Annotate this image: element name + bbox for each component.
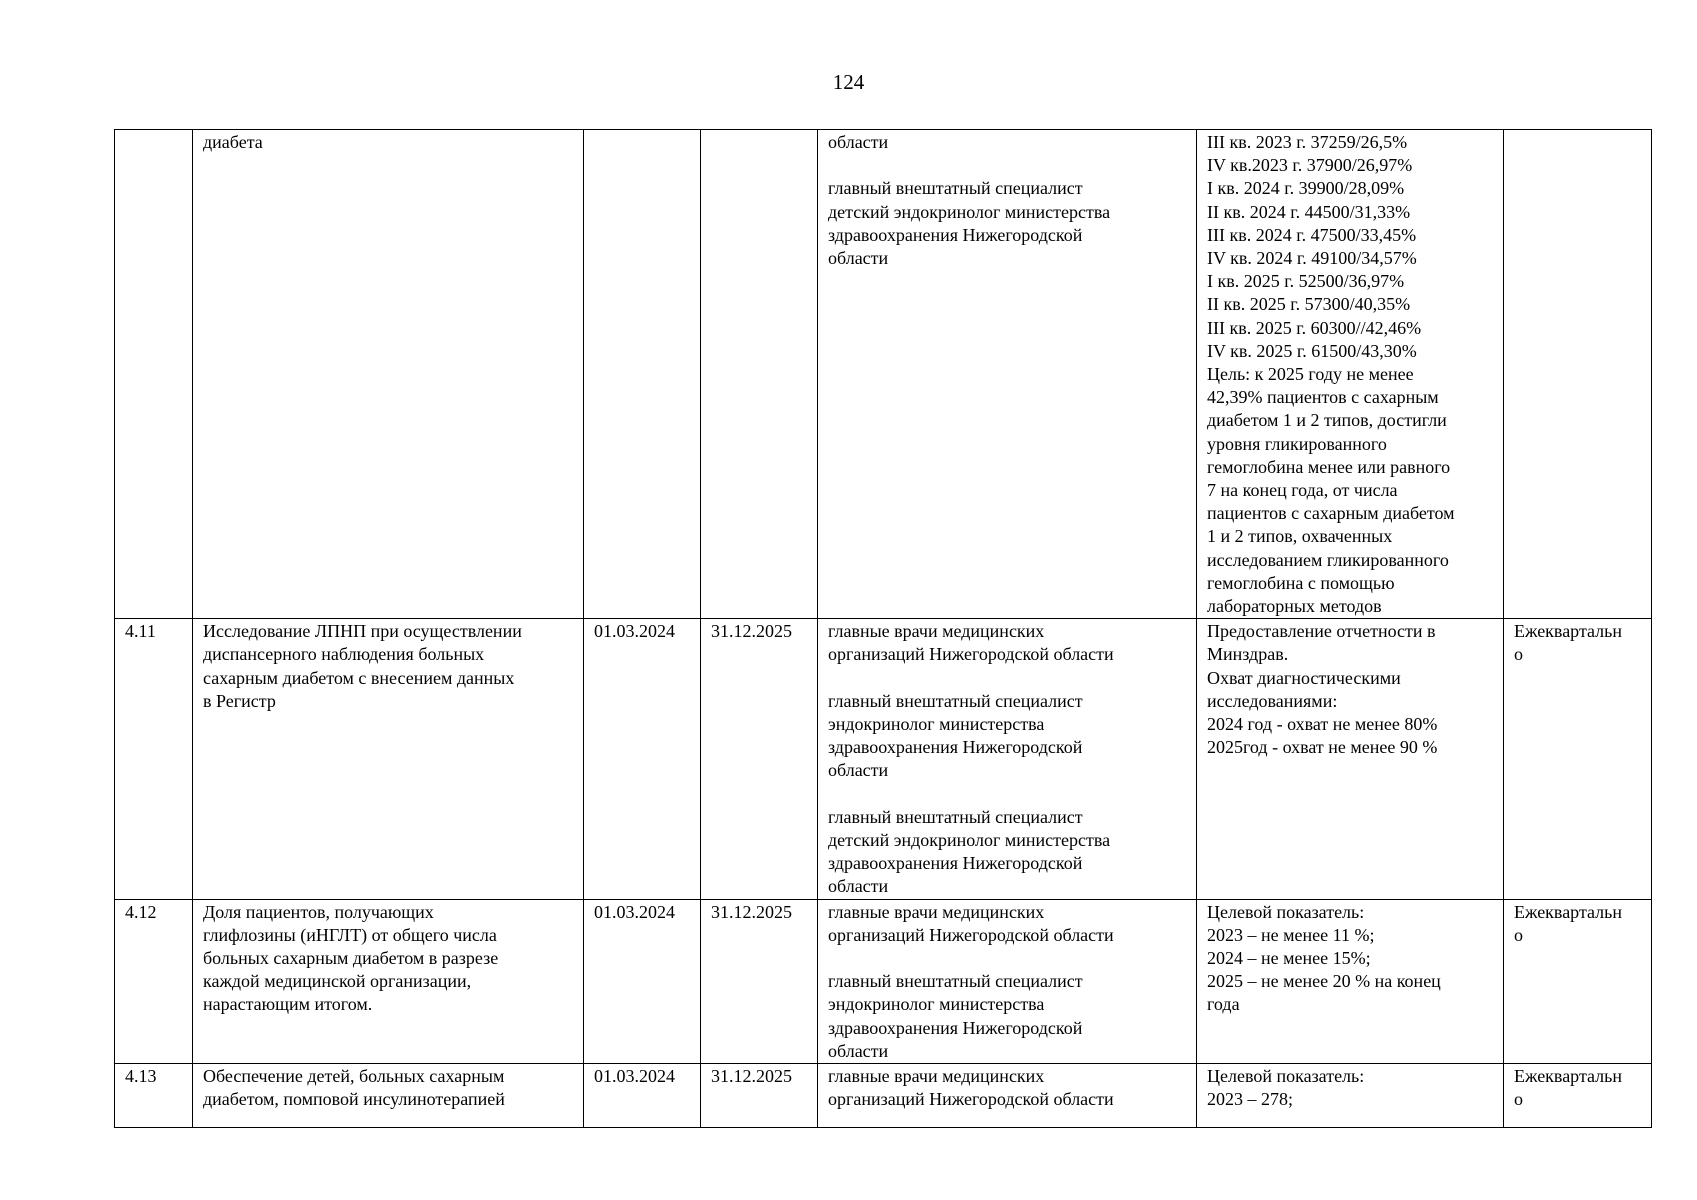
end-date-cell: 31.12.2025 — [701, 1064, 818, 1128]
text-line: диабета — [203, 132, 263, 152]
row-number-cell: 4.11 — [115, 619, 193, 899]
activity-cell — [193, 619, 584, 899]
text-line: здравоохранения Нижегородской — [828, 737, 1083, 758]
text-line: 1 и 2 типов, охваченных — [1207, 526, 1393, 547]
responsible-cell — [818, 1064, 1197, 1128]
row-number-cell: 4.13 — [115, 1064, 193, 1128]
text-line — [828, 947, 1188, 970]
text-line: гемоглобина с помощью — [1207, 572, 1395, 593]
text-line: диабетом 1 и 2 типов, достигли — [1207, 410, 1447, 431]
text-line: III кв. 2024 г. 47500/33,45% — [1207, 224, 1417, 245]
text-line: III кв. 2023 г. 37259/26,5% — [1207, 132, 1408, 152]
result-cell — [1197, 899, 1504, 1063]
text-line: здравоохранения Нижегородской — [828, 853, 1083, 874]
result-cell — [1197, 130, 1504, 619]
text-line: организаций Нижегородской области — [828, 1089, 1114, 1110]
text-line: здравоохранения Нижегородской — [828, 1017, 1083, 1038]
text-line: эндокринолог министерства — [828, 994, 1045, 1015]
text-line: области — [828, 1040, 889, 1061]
frequency-lines — [1514, 620, 1643, 666]
text-line: 2025 – не менее 20 % на конец — [1207, 971, 1441, 992]
result-cell — [1197, 1064, 1504, 1128]
text-line: исследованиями: — [1207, 690, 1338, 711]
text-line — [828, 667, 1188, 690]
text-line — [828, 783, 1188, 806]
result-cell — [1197, 619, 1504, 899]
frequency-cell — [1504, 130, 1652, 619]
text-line — [828, 154, 1188, 177]
frequency-cell — [1504, 1064, 1652, 1128]
text-line: главные врачи медицинских — [828, 1066, 1045, 1087]
row-number-cell: 4.12 — [115, 899, 193, 1063]
text-line: области — [828, 876, 889, 897]
text-line: гемоглобина менее или равного — [1207, 456, 1451, 477]
text-line: главные врачи медицинских — [828, 901, 1045, 922]
text-line: 2024 год - охват не менее 80% — [1207, 714, 1438, 735]
text-line: Цель: к 2025 году не менее — [1207, 364, 1414, 385]
text-line: 2025год - охват не менее 90 % — [1207, 737, 1438, 758]
result-lines — [1207, 1065, 1495, 1111]
text-line: I кв. 2025 г. 52500/36,97% — [1207, 271, 1405, 292]
result-lines — [1207, 131, 1495, 618]
text-line: эндокринолог министерства — [828, 714, 1045, 735]
text-line: диспансерного наблюдения больных — [203, 644, 485, 665]
text-line: диабетом, помповой инсулинотерапией — [203, 1089, 505, 1110]
responsible-lines — [828, 620, 1188, 898]
text-line: организаций Нижегородской области — [828, 924, 1114, 945]
activity-cell — [193, 130, 584, 619]
responsible-lines — [828, 1065, 1188, 1111]
text-line: области — [828, 248, 889, 268]
responsible-cell — [818, 130, 1197, 619]
start-date-cell: 01.03.2024 — [584, 899, 701, 1063]
text-line: лабораторных методов — [1207, 596, 1382, 617]
text-line: главные врачи медицинских — [828, 621, 1045, 642]
text-line: главный внештатный специалист — [828, 178, 1083, 199]
text-line: 42,39% пациентов с сахарным — [1207, 387, 1439, 408]
text-line: области — [828, 760, 889, 781]
start-date-cell: 01.03.2024 — [584, 619, 701, 899]
activity-lines — [203, 901, 575, 1017]
text-line: года — [1207, 994, 1240, 1015]
end-date-cell — [701, 130, 818, 619]
text-line: 2024 – не менее 15%; — [1207, 948, 1371, 969]
text-line: главный внештатный специалист — [828, 690, 1083, 711]
text-line: исследованием гликированного — [1207, 549, 1449, 570]
text-line: больных сахарным диабетом в разрезе — [203, 948, 499, 969]
activity-lines — [203, 131, 575, 154]
text-line: сахарным диабетом с внесением данных — [203, 667, 515, 688]
page-number: 124 — [832, 70, 865, 94]
text-line: здравоохранения Нижегородской — [828, 224, 1083, 245]
frequency-lines — [1514, 901, 1643, 947]
result-lines — [1207, 620, 1495, 759]
text-line: глифлозины (иНГЛТ) от общего числа — [203, 924, 497, 945]
table-row — [115, 619, 1652, 899]
text-line: Ежеквартальн — [1514, 901, 1622, 922]
text-line: Исследование ЛПНП при осуществлении — [203, 621, 522, 642]
text-line: Охват диагностическими — [1207, 667, 1401, 688]
text-line: IV кв. 2024 г. 49100/34,57% — [1207, 248, 1417, 269]
text-line: Ежеквартальн — [1514, 621, 1622, 642]
text-line: в Регистр — [203, 690, 276, 711]
end-date-cell: 31.12.2025 — [701, 619, 818, 899]
frequency-lines — [1514, 1065, 1643, 1111]
text-line: детский эндокринолог министерства — [828, 830, 1111, 851]
table-row — [115, 1064, 1652, 1128]
text-line: 2023 – 278; — [1207, 1089, 1294, 1110]
text-line: уровня гликированного — [1207, 433, 1387, 454]
text-line: пациентов с сахарным диабетом — [1207, 503, 1455, 524]
text-line: 2023 – не менее 11 %; — [1207, 924, 1375, 945]
text-line: 7 на конец года, от числа — [1207, 480, 1398, 501]
activity-cell — [193, 1064, 584, 1128]
text-line: Минздрав. — [1207, 644, 1289, 665]
text-line: нарастающим итогом. — [203, 994, 373, 1015]
text-line: о — [1514, 924, 1523, 945]
activity-cell — [193, 899, 584, 1063]
row-number-cell — [115, 130, 193, 619]
frequency-cell — [1504, 899, 1652, 1063]
end-date-cell: 31.12.2025 — [701, 899, 818, 1063]
text-line: Обеспечение детей, больных сахарным — [203, 1066, 505, 1087]
text-line: главный внештатный специалист — [828, 806, 1083, 827]
table-row — [115, 130, 1652, 619]
text-line: Ежеквартальн — [1514, 1066, 1622, 1087]
text-line: организаций Нижегородской области — [828, 644, 1114, 665]
text-line: Доля пациентов, получающих — [203, 901, 434, 922]
text-line: I кв. 2024 г. 39900/28,09% — [1207, 178, 1405, 199]
text-line: детский эндокринолог министерства — [828, 201, 1111, 222]
responsible-lines — [828, 901, 1188, 1063]
table-row — [115, 899, 1652, 1063]
text-line: Целевой показатель: — [1207, 1066, 1365, 1087]
activity-lines — [203, 1065, 575, 1111]
frequency-cell — [1504, 619, 1652, 899]
text-line: Целевой показатель: — [1207, 901, 1365, 922]
text-line: о — [1514, 644, 1523, 665]
text-line: II кв. 2025 г. 57300/40,35% — [1207, 294, 1411, 315]
responsible-cell — [818, 619, 1197, 899]
start-date-cell — [584, 130, 701, 619]
responsible-lines — [828, 131, 1188, 270]
start-date-cell: 01.03.2024 — [584, 1064, 701, 1128]
responsible-cell — [818, 899, 1197, 1063]
text-line: о — [1514, 1089, 1523, 1110]
text-line: области — [828, 132, 889, 152]
text-line: каждой медицинской организации, — [203, 971, 472, 992]
text-line: IV кв.2023 г. 37900/26,97% — [1207, 155, 1413, 176]
text-line: главный внештатный специалист — [828, 971, 1083, 992]
text-line: IV кв. 2025 г. 61500/43,30% — [1207, 340, 1417, 361]
text-line: Предоставление отчетности в — [1207, 621, 1436, 642]
text-line: II кв. 2024 г. 44500/31,33% — [1207, 201, 1411, 222]
activity-lines — [203, 620, 575, 713]
text-line: III кв. 2025 г. 60300//42,46% — [1207, 317, 1422, 338]
result-lines — [1207, 901, 1495, 1017]
activity-table — [114, 129, 1652, 1128]
